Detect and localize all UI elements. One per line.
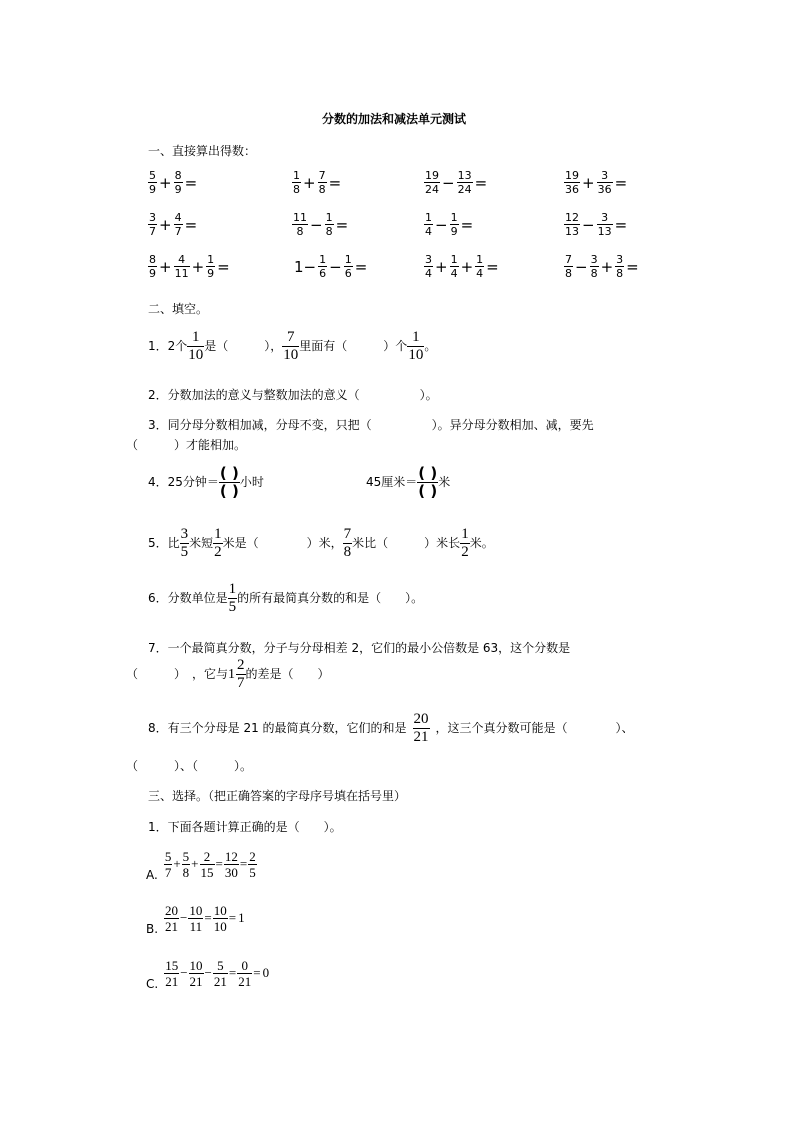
- denominator: 8: [318, 183, 326, 196]
- fraction: [343, 527, 353, 560]
- fraction: [460, 527, 470, 560]
- denominator: 13: [597, 225, 612, 238]
- denominator: 8: [182, 864, 190, 880]
- fraction: [615, 254, 624, 279]
- operator: +: [191, 257, 205, 276]
- operator: 1: [238, 910, 245, 925]
- denominator: 13: [565, 225, 579, 238]
- q8-text-a: 8．有三个分母是 21 的最简真分数，它们的和是: [148, 721, 407, 735]
- calc-exercise: [292, 212, 350, 237]
- q4-text-b: 小时: [239, 475, 264, 489]
- numerator: 3: [616, 253, 624, 266]
- fraction: [148, 254, 157, 279]
- numerator: 10: [189, 957, 203, 973]
- equals-sign: =: [204, 910, 212, 925]
- denominator: 36: [597, 183, 612, 196]
- calc-exercise: [292, 254, 369, 279]
- calc-exercise: [148, 212, 199, 237]
- denominator: 36: [565, 183, 579, 196]
- q4-text-c: 45厘米＝: [366, 475, 418, 489]
- equals-sign: =: [626, 257, 639, 276]
- numerator: 7: [287, 329, 295, 345]
- denominator: 4: [425, 267, 432, 280]
- fraction: [164, 850, 173, 879]
- numerator: 1: [450, 253, 458, 266]
- blank-fraction[interactable]: [219, 466, 240, 499]
- question-3-1: 1．下面各题计算正确的是（ ）。: [148, 820, 342, 834]
- equals-sign: =: [239, 856, 248, 871]
- operator: −: [329, 257, 342, 276]
- question-2-4b: [366, 466, 450, 499]
- operator: +: [600, 257, 614, 276]
- blank-denominator: ( ): [219, 482, 239, 500]
- choice-option[interactable]: [146, 846, 257, 882]
- denominator: 24: [425, 183, 439, 196]
- q1-text-a: 1．2个: [148, 339, 188, 353]
- calc-exercise: [564, 212, 629, 237]
- section3-heading: 三、选择。（把正确答案的字母序号填在括号里）: [148, 789, 407, 803]
- numerator: 1: [207, 253, 215, 266]
- calc-exercise: [424, 254, 501, 279]
- denominator: 11: [174, 267, 189, 280]
- denominator: 21: [213, 973, 227, 989]
- numerator: 4: [174, 211, 182, 224]
- equals-sign: =: [184, 215, 198, 234]
- denominator: 5: [249, 864, 256, 880]
- blank-denominator: ( ): [418, 482, 438, 500]
- numerator: 2: [237, 657, 245, 673]
- fraction: [344, 254, 353, 279]
- operator: +: [159, 173, 172, 192]
- numerator: 10: [213, 902, 227, 918]
- denominator: 4: [450, 267, 458, 280]
- fraction: [564, 254, 573, 279]
- fraction: [174, 212, 183, 237]
- numerator: 4: [178, 253, 186, 266]
- q5-text-c: 米是（ ）米，: [222, 536, 343, 550]
- fraction: [457, 170, 473, 195]
- fraction: [174, 170, 183, 195]
- blank-numerator: ( ): [219, 464, 239, 482]
- fraction: [450, 212, 459, 237]
- denominator: 6: [319, 267, 327, 280]
- q6-text-b: 的所有最简真分数的和是（ ）。: [237, 591, 424, 605]
- question-2-3-line2: （ ）才能相加。: [126, 438, 247, 452]
- denominator: 21: [165, 918, 179, 934]
- denominator: 8: [616, 267, 624, 280]
- denominator: 2: [461, 544, 469, 560]
- denominator: 24: [457, 183, 472, 196]
- fraction: [187, 330, 204, 363]
- numerator: 1: [425, 211, 432, 224]
- denominator: 8: [325, 225, 333, 238]
- operator: −: [435, 215, 448, 234]
- fraction: [325, 212, 334, 237]
- operator: −: [442, 173, 455, 192]
- denominator: 7: [164, 864, 172, 880]
- option-label: A.: [146, 868, 158, 882]
- section2-heading: 二、填空。: [148, 302, 209, 316]
- option-label: B.: [146, 922, 159, 936]
- fraction: [597, 170, 613, 195]
- fraction: [424, 254, 433, 279]
- numerator: 7: [565, 253, 572, 266]
- denominator: 21: [189, 973, 203, 989]
- numerator: 7: [343, 526, 352, 542]
- denominator: 8: [293, 183, 300, 196]
- fraction: [564, 212, 580, 237]
- denominator: 9: [149, 267, 156, 280]
- question-2-4: [148, 466, 264, 499]
- question-2-8-line1: [148, 712, 634, 745]
- fraction: [236, 658, 246, 691]
- fraction: [318, 254, 327, 279]
- calc-exercise: [424, 170, 489, 195]
- numerator: 3: [590, 253, 598, 266]
- equals-sign: =: [614, 215, 628, 234]
- q1-text-c: 里面有（ ）个: [299, 339, 408, 353]
- q8-text-b: ，这三个真分数可能是（ ）、: [435, 721, 634, 735]
- numerator: 1: [344, 253, 352, 266]
- question-2-1: [148, 330, 436, 363]
- denominator: 8: [296, 225, 304, 238]
- denominator: 10: [213, 918, 227, 934]
- numerator: 19: [565, 169, 579, 182]
- q5-text-e: 米比（ ）米长: [352, 536, 461, 550]
- calc-exercise: [564, 254, 641, 279]
- fraction: [597, 212, 613, 237]
- denominator: 5: [228, 599, 237, 615]
- mixed-number: [228, 658, 246, 691]
- section1-heading: 一、直接算出得数：: [148, 144, 257, 158]
- numerator: 1: [214, 526, 222, 542]
- operator: −: [180, 910, 188, 925]
- option-label: C.: [146, 977, 159, 991]
- denominator: 10: [188, 347, 204, 363]
- q5-text-g: 米。: [469, 536, 494, 550]
- fraction: [164, 904, 179, 933]
- fraction: [475, 254, 484, 279]
- equals-sign: =: [253, 965, 261, 980]
- equals-sign: =: [228, 965, 237, 980]
- denominator: 9: [207, 267, 215, 280]
- denominator: 21: [238, 973, 252, 989]
- question-2-8-line2: （ ）、（ ）。: [126, 759, 253, 773]
- calc-exercise: [564, 170, 629, 195]
- denominator: 9: [174, 183, 182, 196]
- question-2-7-line2: [126, 658, 330, 691]
- q4-text-d: 米: [438, 475, 451, 489]
- q1-text-e: 。: [424, 339, 437, 353]
- fraction: [180, 527, 190, 560]
- numerator: 3: [601, 169, 609, 182]
- denominator: 4: [425, 225, 432, 238]
- numerator: 12: [565, 211, 579, 224]
- equals-sign: =: [486, 257, 499, 276]
- numerator: 1: [293, 169, 300, 182]
- fraction: [148, 212, 157, 237]
- operator: 0: [262, 965, 270, 980]
- numerator: 15: [165, 957, 179, 973]
- equals-sign: =: [217, 257, 230, 276]
- equals-sign: =: [215, 856, 223, 871]
- fraction: [248, 850, 257, 879]
- numerator: 0: [241, 957, 248, 973]
- numerator: 19: [425, 169, 439, 182]
- numerator: 5: [149, 169, 156, 182]
- fraction: [228, 582, 238, 615]
- denominator: 21: [413, 729, 429, 745]
- calc-exercise: [292, 170, 343, 195]
- fraction: [590, 254, 599, 279]
- fraction: [213, 904, 228, 933]
- denominator: 7: [174, 225, 182, 238]
- numerator: 1: [412, 329, 420, 345]
- fraction: [164, 959, 179, 988]
- denominator: 4: [476, 267, 484, 280]
- numerator: 2: [249, 848, 256, 864]
- numerator: 3: [149, 211, 156, 224]
- equals-sign: =: [335, 215, 349, 234]
- fraction: [200, 850, 215, 879]
- numerator: 2: [203, 848, 211, 864]
- q1-text-b: 是（ ），: [204, 339, 283, 353]
- denominator: 8: [343, 544, 352, 560]
- denominator: 8: [565, 267, 572, 280]
- denominator: 9: [149, 183, 156, 196]
- numerator: 3: [180, 526, 189, 542]
- numerator: 1: [325, 211, 333, 224]
- fraction: [206, 254, 215, 279]
- numerator: 8: [174, 169, 182, 182]
- denominator: 11: [189, 918, 203, 934]
- numerator: 10: [189, 902, 203, 918]
- denominator: 21: [165, 973, 179, 989]
- fraction: [213, 527, 223, 560]
- operator: +: [435, 257, 448, 276]
- operator: −: [180, 965, 188, 980]
- fraction: [174, 254, 190, 279]
- fraction: [282, 330, 299, 363]
- numerator: 5: [182, 848, 190, 864]
- fraction: [188, 904, 203, 933]
- operator: +: [173, 856, 181, 871]
- operator: +: [159, 215, 172, 234]
- numerator: 13: [457, 169, 472, 182]
- equals-sign: =: [614, 173, 628, 192]
- whole-part: 1: [228, 666, 236, 682]
- fraction: [224, 850, 239, 879]
- q5-text-b: 米短: [189, 536, 214, 550]
- question-2-2: 2．分数加法的意义与整数加法的意义（ ）。: [148, 388, 438, 402]
- numerator: 5: [164, 848, 172, 864]
- fraction: [450, 254, 459, 279]
- fraction: [407, 330, 424, 363]
- q5-text-a: 5．比: [148, 536, 180, 550]
- operator: −: [575, 257, 588, 276]
- numerator: 5: [217, 957, 224, 973]
- denominator: 10: [408, 347, 424, 363]
- numerator: 1: [450, 211, 458, 224]
- question-2-6: [148, 582, 423, 615]
- fraction: [318, 170, 327, 195]
- blank-fraction[interactable]: [417, 466, 438, 499]
- question-2-5: [148, 527, 494, 560]
- numerator: 1: [192, 329, 200, 345]
- operator: 1−: [294, 257, 317, 276]
- denominator: 15: [200, 864, 214, 880]
- numerator: 11: [293, 211, 307, 224]
- operator: −: [582, 215, 595, 234]
- denominator: 5: [180, 544, 189, 560]
- blank-numerator: ( ): [418, 464, 438, 482]
- choice-option[interactable]: [146, 955, 270, 991]
- equals-sign: =: [328, 173, 342, 192]
- operator: +: [303, 173, 316, 192]
- equals-sign: =: [184, 173, 198, 192]
- numerator: 20: [413, 711, 429, 727]
- fraction: [182, 850, 191, 879]
- denominator: 30: [224, 864, 238, 880]
- denominator: 8: [590, 267, 598, 280]
- operator: +: [582, 173, 595, 192]
- numerator: 1: [228, 581, 237, 597]
- numerator: 12: [224, 848, 238, 864]
- denominator: 2: [214, 544, 222, 560]
- numerator: 1: [461, 526, 469, 542]
- operator: +: [191, 856, 199, 871]
- denominator: 7: [237, 675, 245, 691]
- numerator: 8: [149, 253, 156, 266]
- numerator: 3: [601, 211, 609, 224]
- fraction: [424, 170, 440, 195]
- page-title: 分数的加法和减法单元测试: [322, 112, 467, 126]
- calc-exercise: [148, 254, 232, 279]
- operator: −: [310, 215, 323, 234]
- calc-exercise: [148, 170, 199, 195]
- fraction: [189, 959, 204, 988]
- fraction: [292, 212, 308, 237]
- equals-sign: =: [354, 257, 368, 276]
- choice-option[interactable]: [146, 900, 246, 936]
- fraction: [292, 170, 301, 195]
- operator: −: [204, 965, 212, 980]
- fraction: [237, 959, 252, 988]
- fraction: [564, 170, 580, 195]
- numerator: 1: [319, 253, 327, 266]
- fraction: [424, 212, 433, 237]
- calc-exercise: [424, 212, 475, 237]
- fraction: [413, 712, 430, 745]
- question-2-7-line1: 7．一个最简真分数，分子与分母相差 2，它们的最小公倍数是 63，这个分数是: [148, 641, 571, 655]
- denominator: 9: [450, 225, 458, 238]
- denominator: 6: [344, 267, 352, 280]
- equals-sign: =: [460, 215, 474, 234]
- fraction: [213, 959, 228, 988]
- equals-sign: =: [228, 910, 237, 925]
- fraction: [148, 170, 157, 195]
- numerator: 1: [476, 253, 484, 266]
- q6-text-a: 6．分数单位是: [148, 591, 228, 605]
- denominator: 7: [149, 225, 156, 238]
- equals-sign: =: [474, 173, 488, 192]
- q4-text-a: 4．25分钟＝: [148, 475, 219, 489]
- numerator: 3: [425, 253, 432, 266]
- operator: +: [460, 257, 474, 276]
- q7-text-b: 的差是（ ）: [245, 667, 330, 681]
- q7-text-a: （ ） ，它与: [126, 667, 229, 681]
- numerator: 20: [165, 902, 179, 918]
- operator: +: [159, 257, 172, 276]
- numerator: 7: [318, 169, 326, 182]
- question-2-3-line1: 3．同分母分数相加减，分母不变，只把（ ）。异分母分数相加、减，要先: [148, 418, 594, 432]
- denominator: 10: [283, 347, 299, 363]
